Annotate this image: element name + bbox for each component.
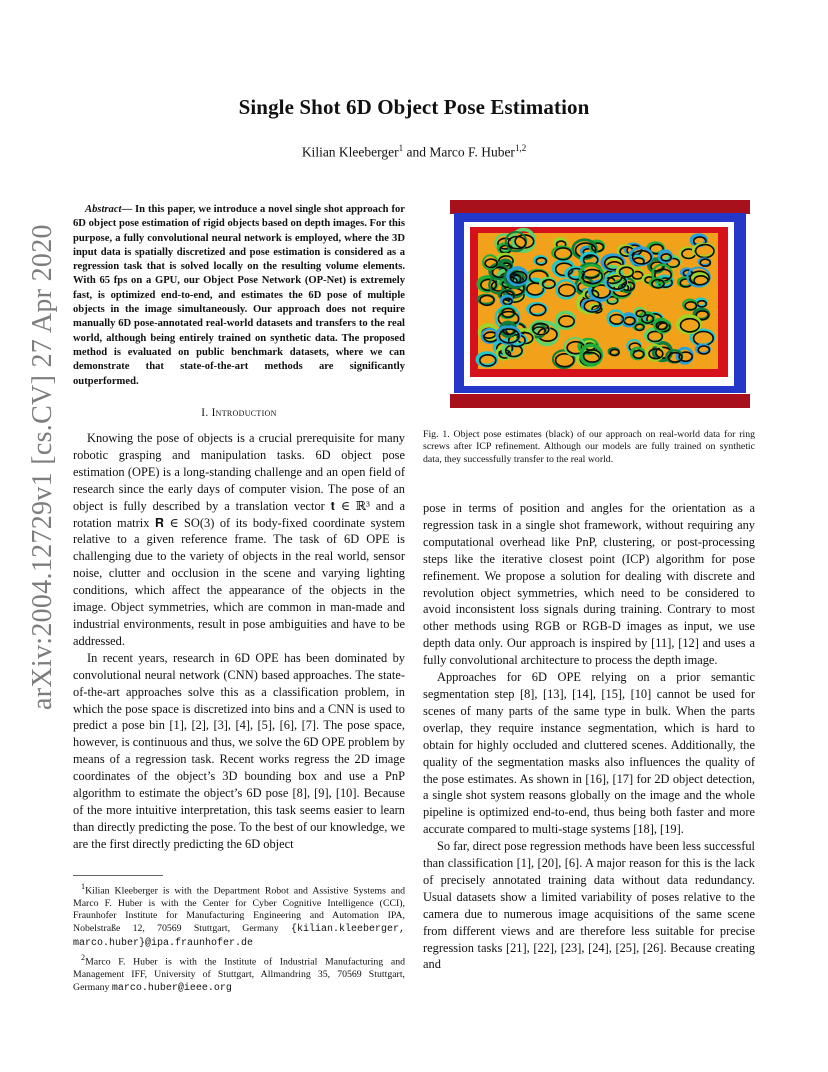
left-column-body <box>73 430 405 853</box>
section-number: I. <box>201 407 212 419</box>
author-name: Marco F. Huber <box>429 144 515 160</box>
footnote-2 <box>73 952 405 995</box>
footnote-email: marco.huber@ieee.org <box>111 982 232 994</box>
footnote-mark: 1 <box>81 882 86 891</box>
paragraph: Knowing the pose of objects is a crucial prerequisite for many robotic grasping and manipulation tasks. 6D object pose estimation (OPE) is a long-standing challenge and an open field of research since the early days of computer vision. The pose of an object is fully described by a translation vector 𝐭 ∈ ℝ³ and a rotation matrix 𝐑 ∈ SO(3) of its body-fixed coordinate system relative to a given reference frame. The task of 6D OPE is challenging due to the variety of objects in the real world, sensor noise, clutter and occlusion in the scene and varying lighting conditions, which affect the appearance of the objects in the image. Object symmetries, which are common in man-made and industrial environments, result in pose ambiguities and have to be addressed. <box>73 431 405 648</box>
figure-1-image <box>450 200 750 410</box>
footnote-text: Marco F. Huber is with the Institute of Industrial Manufacturing and Management IFF, University of Stuttgart, Allmandring 35, 70569 Stuttgart, Germany <box>73 956 405 993</box>
arxiv-stamp-text: arXiv:2004.12729v1 [cs.CV] 27 Apr 2020 <box>27 224 58 710</box>
paragraph: So far, direct pose regression methods have been less successful than classification [1], [20], [6]. A major reason for this is the lack of precisely annotated training data without data redundancy. Usual datasets show a limited variability of poses relative to the camera due to numerous image acquisitions of the same scene from different views and are therefore less suitable for precise regression tasks [21], [22], [23], [24], [25], [26]. Because creating and <box>423 839 755 972</box>
affiliation-mark: 1 <box>398 143 404 153</box>
abstract <box>73 203 405 389</box>
figure-caption: Fig. 1. Object pose estimates (black) of our approach on real-world data for ring screws after ICP refinement. Although our models are fully trained on synthetic data, they successfully transfer to the real world. <box>423 429 755 465</box>
paragraph: In recent years, research in 6D OPE has been dominated by convolutional neural network (CNN) based approaches. The state-of-the-art approaches solve this as a classification problem, in which the pose space is discretized into bins and a CNN is used to predict a pose bin [1], [2], [3], [4], [5], [6], [7]. The pose space, however, is continuous and thus, we solve the 6D OPE problem by means of a regression task. Recent works regress the 2D image coordinates of the object’s 3D bounding box and use a PnP algorithm to estimate the object’s 6D pose [8], [9], [10]. Because of the more intuitive interpretation, this task seems easier to learn than directly predicting the pose. To the best of our knowledge, we are the first directly predicting the 6D object <box>73 650 405 851</box>
section-title: Introduction <box>211 407 277 419</box>
footnote-text: Kilian Kleeberger is with the Department Robot and Assistive Systems and Marco F. Huber is with the Center for Cyber Cognitive Intelligence (CCI), Fraunhofer Institute for Manufacturing Engineering and Automation IPA, Nobelstraße 12, 70569 Stuttgart, Germany <box>73 885 405 935</box>
paper-title: Single Shot 6D Object Pose Estimation <box>238 95 590 119</box>
author-conjunction: and <box>403 144 430 160</box>
abstract-label: Abstract <box>85 204 122 215</box>
abstract-text: In this paper, we introduce a novel single shot approach for 6D object pose estimation of rigid objects based on depth images. For this purpose, a fully convolutional neural network is employed, where the 3D input data is spatially discretized and pose estimation is considered as a regression task that is solved locally on the resulting volume elements. With 65 fps on a GPU, our Object Pose Network (OP-Net) is extremely fast, is optimized end-to-end, and estimates the 6D pose of multiple objects in the image simultaneously. Our approach does not require manually 6D pose-annotated real-world datasets and transfers to the real world, although being entirely trained on synthetic data. The proposed method is evaluated on public benchmark datasets, where we can demonstrate that state-of-the-art methods are significantly outperformed. <box>73 204 405 387</box>
affiliation-mark: 1,2 <box>514 143 527 153</box>
author-line <box>0 143 828 161</box>
footnote-mark: 2 <box>81 953 86 963</box>
paragraph: Approaches for 6D OPE relying on a prior semantic segmentation step [8], [13], [14], [15], [10] cannot be used for scenes of many parts of the same type in bulk. When the parts overlap, they require instance segmentation, which is hard to obtain for highly occluded and cluttered scenes. Additionally, the quality of the segmentation masks also influences the quality of the pose estimates. As shown in [16], [17] for 2D object detection, a single shot system reasons globally on the image and the whole pipeline is optimized end-to-end, thus being both faster and more accurate compared to multi-stage systems [18], [19]. <box>423 670 755 837</box>
abstract-dash: — <box>121 204 136 215</box>
section-heading-introduction <box>73 407 405 419</box>
paragraph: pose in terms of position and angles for the orientation as a regression task in a single shot framework, without requiring any computational overhead like PnP, clustering, or post-processing steps like the iterative closest point (ICP) algorithm for pose refinement. We propose a solution for dealing with discrete and revolution object symmetries, which need to be considered to avoid inconsistent loss signals during training. Contrary to most other methods using RGB or RGB-D images as input, we use depth data only. Our approach is inspired by [11], [12] and uses a fully convolutional architecture to process the depth image. <box>423 501 755 668</box>
footnote-email: {kilian.kleeberger, marco.huber}@ipa.fraunhofer.de <box>73 924 405 949</box>
right-column-body <box>423 500 755 973</box>
footnote-1 <box>73 881 405 950</box>
footnotes <box>73 881 405 997</box>
author-name: Kilian Kleeberger <box>301 144 399 160</box>
footnote-rule <box>73 875 163 876</box>
depth-scene-figure <box>450 200 750 410</box>
